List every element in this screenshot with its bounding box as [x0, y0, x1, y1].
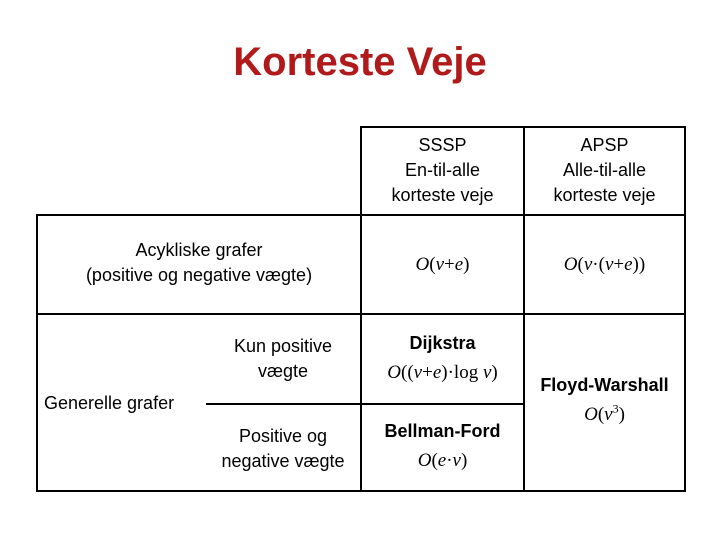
bellman-ford-complexity: O(e·v) [417, 450, 468, 471]
dijkstra-complexity: O((v+e)·log v) [387, 362, 498, 383]
floyd-warshall-complexity: $O(v^3)$ [584, 401, 625, 425]
positive-line1: Kun positive [233, 336, 333, 356]
positive-line2: vægte [257, 361, 309, 381]
acyclic-sssp-complexity: O(v+e) [415, 254, 470, 275]
acyclic-line1: Acykliske grafer [135, 240, 263, 260]
column-header-sssp [362, 133, 523, 208]
positive-sssp-cell [362, 331, 523, 385]
row-header-acyclic [38, 238, 360, 288]
posneg-line2: negative vægte [221, 451, 345, 471]
apsp-line1: Alle-til-alle [562, 160, 647, 180]
dijkstra-label: Dijkstra [409, 333, 476, 353]
row-header-posneg [206, 424, 360, 474]
row-header-general: Generelle grafer [44, 393, 175, 413]
column-header-apsp [525, 133, 684, 208]
posneg-sssp-cell [362, 419, 523, 473]
general-subrow-divider [206, 403, 525, 405]
posneg-line1: Positive og [238, 426, 328, 446]
apsp-line2: korteste veje [553, 185, 656, 205]
floyd-warshall-label: Floyd-Warshall [540, 375, 669, 395]
acyclic-line2: (positive og negative vægte) [85, 265, 313, 285]
sssp-abbr: SSSP [418, 135, 467, 155]
table-right-border [684, 126, 686, 492]
slide-title: Korteste Veje [233, 40, 487, 84]
acyclic-apsp-complexity: O(v·(v+e)) [563, 254, 646, 275]
general-apsp-cell [525, 373, 684, 427]
sssp-line2: korteste veje [391, 185, 494, 205]
sssp-line1: En-til-alle [404, 160, 481, 180]
apsp-abbr: APSP [580, 135, 629, 155]
row-header-positive [206, 334, 360, 384]
bellman-ford-label: Bellman-Ford [384, 421, 501, 441]
